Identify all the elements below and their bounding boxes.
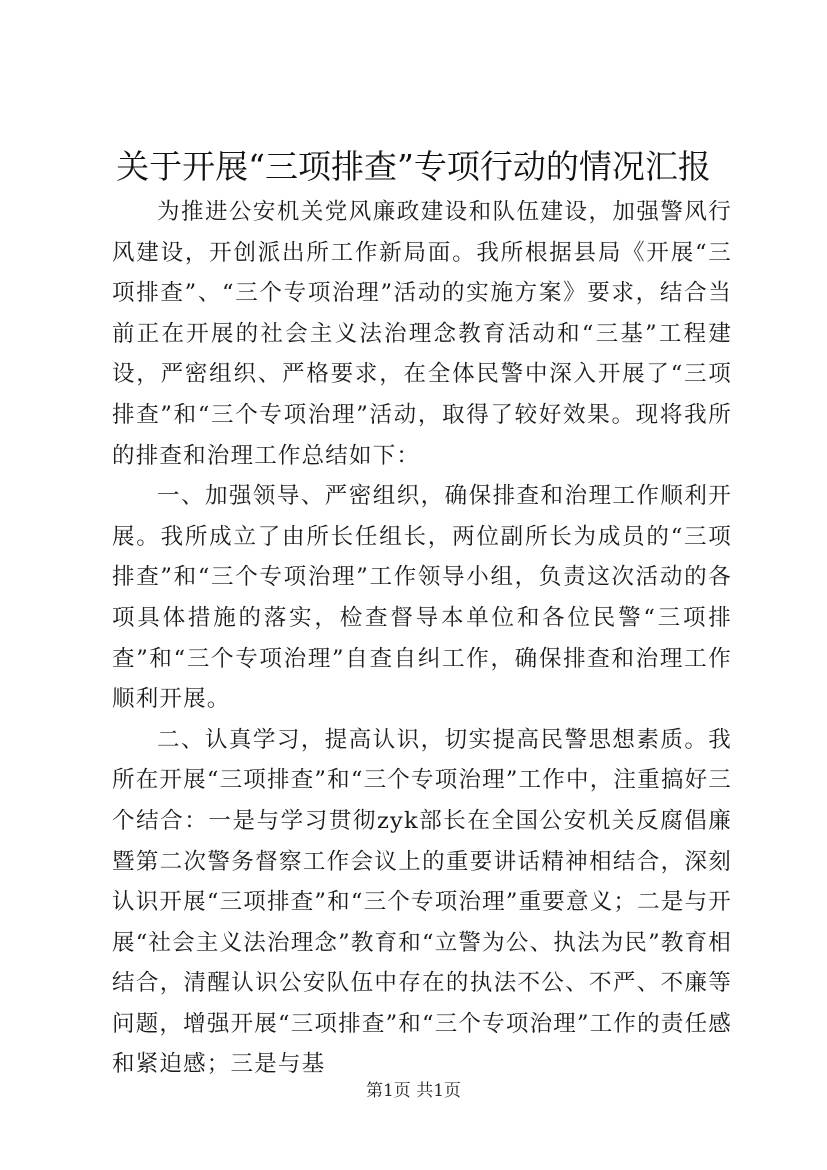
paragraph-section-one: 一、加强领导、严密组织，确保排查和治理工作顺利开展。我所成立了由所长任组长，两位副所长为成员的“三项排查”和“三个专项治理”工作领导小组，负责这次活动的各项具体措施的落实，检查督导本单位和各位民警“三项排查”和“三个专项治理”自查自纠工作，确保排查和治理工作顺利开展。 bbox=[112, 483, 732, 713]
document-title: 关于开展“三项排查”专项行动的情况汇报 bbox=[116, 147, 711, 186]
document-body bbox=[112, 192, 732, 1085]
page-number-footer: 第1页 共1页 bbox=[365, 1081, 462, 1101]
paragraph-section-two: 二、认真学习，提高认识，切实提高民警思想素质。我所在开展“三项排查”和“三个专项治理”工作中，注重搞好三个结合：一是与学习贯彻zyk部长在全国公安机关反腐倡廉暨第二次警务督察工作会议上的重要讲话精神相结合，深刻认识开展“三项排查”和“三个专项治理”重要意义；二是与开展“社会主义法治理念”教育和“立警为公、执法为民”教育相结合，清醒认识公安队伍中存在的执法不公、不严、不廉等问题，增强开展“三项排查”和“三个专项治理”工作的责任感和紧迫感；三是与基 bbox=[112, 726, 732, 1078]
paragraph-intro: 为推进公安机关党风廉政建设和队伍建设，加强警风行风建设，开创派出所工作新局面。我所根据县局《开展“三项排查”、“三个专项治理”活动的实施方案》要求，结合当前正在开展的社会主义法治理念教育活动和“三基”工程建设，严密组织、严格要求，在全体民警中深入开展了“三项排查”和“三个专项治理”活动，取得了较好效果。现将我所的排查和治理工作总结如下： bbox=[112, 199, 732, 469]
